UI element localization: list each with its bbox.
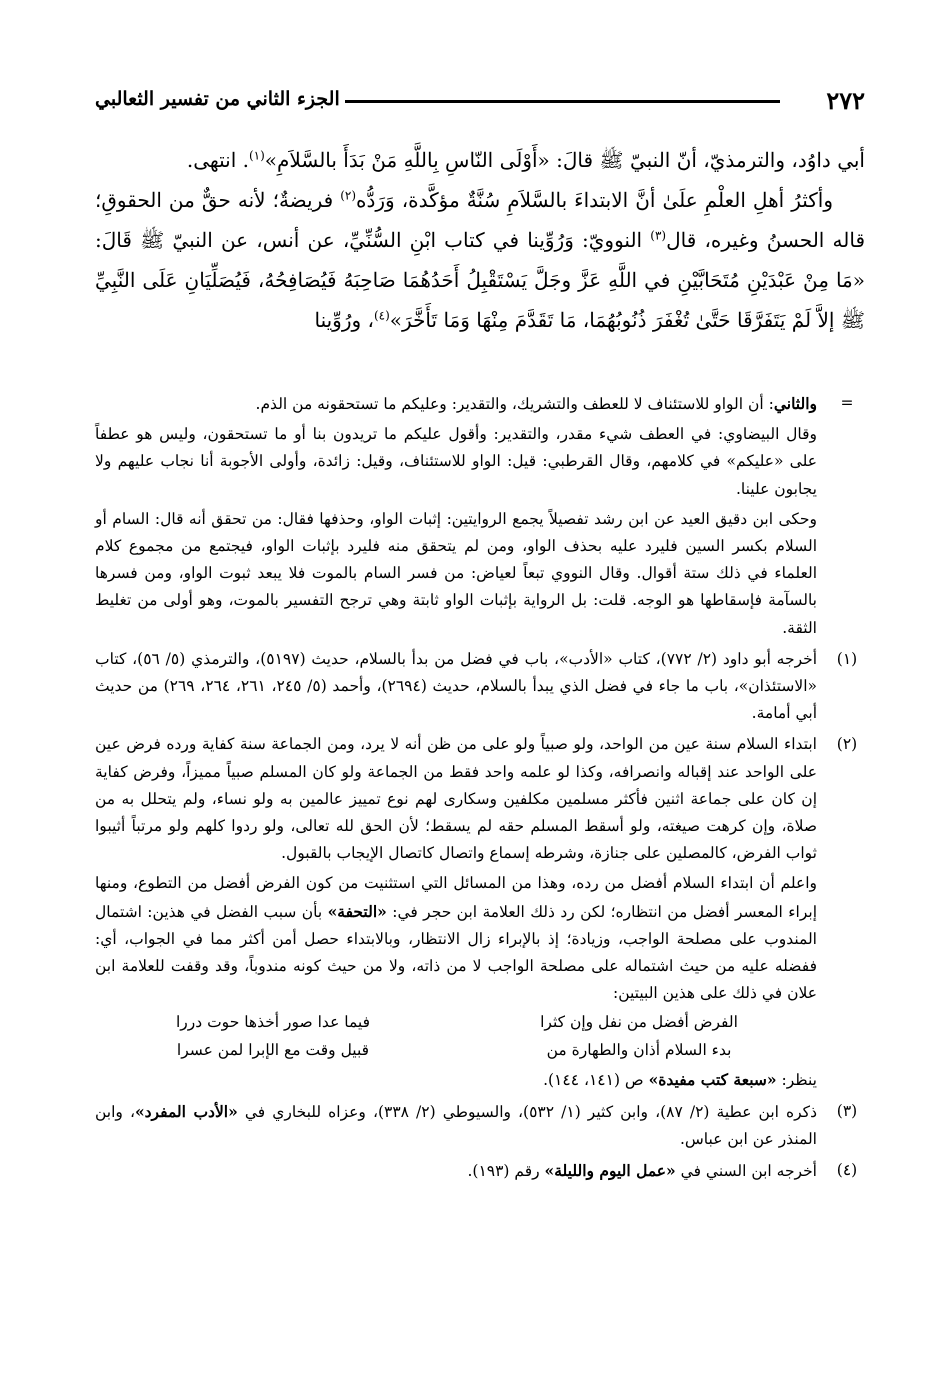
footnote-continued: = والثاني: أن الواو للاستئناف لا للعطف والتشريك، والتقدير: وعليكم ما تستحقونه من الذم. وقال البيضاوي: في العطف شيء مقدر، والتقدير: وأقول عليكم ما تريدون بنا أو ما تستحقون، وليس هو عطفاً على «عليكم» في كلامهم، وقال القرطبي: قيل: الواو للاستئناف، وقيل: زائدة، وأولى الأجوبة أنا نجاب عليهم ولا يجابون علينا. وحكى ابن دقيق العيد عن ابن رشد تفصيلاً يجمع الروايتين: إثبات الواو، وحذفها فقال: من تحقق أنه قال: السام أو السلام بكسر السين فليرد عليه بحذف الواو، ومن لم يتحقق منه فليرد بإثبات الواو، فيجتمع من مجموع كلام العلماء في ذلك ستة أقوال. وقال النووي تبعاً لعياض: من فسر السام بالموت فلا يبعد ثبوت الواو، ومن فسرها بالسآمة فإسقاطها هو الوجه. قلت: بل الرواية بإثبات الواو ثابتة وهي ترجح التفسير بالموت، وهو أولى من تغليط الثقة. <box>95 390 865 642</box>
book-title: «التحفة» <box>327 901 387 921</box>
page-number: ٢٧٢ <box>826 86 865 115</box>
footnote-ref-1[interactable]: (١) <box>248 148 265 163</box>
book-title: «الأدب المفرد» <box>134 1102 238 1122</box>
footnote-number: (٢) <box>836 735 858 754</box>
footnote-ref-3[interactable]: (٣) <box>650 228 667 243</box>
verse-2-hemistich-2: قبيل وقت مع الإبرا لمن عسرا <box>176 1040 370 1059</box>
verse-1-hemistich-1: الفرض أفضل من نفل وإن كثرا <box>540 1013 738 1032</box>
footnote-number: (٤) <box>836 1161 858 1180</box>
book-title: «سبعة كتب مفيدة» <box>648 1069 777 1089</box>
main-paragraph-2: وأكثرُ أهلِ العلْمِ علَىٰ أنَّ الابتداءَ بالسَّلاَمِ سُنَّةٌ مؤكَّدة، وَرَدُّه$^{(٢)}$ فريضةٌ؛ لأنه حقٌّ من الحقوقِ؛ قاله الحسنُ وغيره، قال$^{(٣)}$ النوويّ: وَرُوِّينا في كتاب ابْنِ السُّنِّيِّ، عن أنس، عن النبيّ ﷺ قَالَ: «مَا مِنْ عَبْدَيْنِ مُتَحَابَّيْنِ في اللَّهِ عَزَّ وجَلَّ يَسْتَقْبِلُ أَحَدُهُمَا صَاحِبَهُ فَيُصَافِحُهُ، فَيُصَلِّيَانِ عَلَى النَّبِيِّ ﷺ إلاَّ لَمْ يَتَفَرَّقَا حَتَّىٰ تُغْفَرَ ذُنُوبُهُمَا، مَا تَقَدَّمَ مِنْهَا وَمَا تَأَخَّرَ»$^{(٤)}$، ورُوِّينا <box>95 188 866 332</box>
footnote-ref-4[interactable]: (٤) <box>373 308 390 323</box>
footnote-3: (٣) ذكره ابن عطية (٢/ ٨٧)، وابن كثير (١/ ٥٣٢)، والسيوطي (٢/ ٣٣٨)، وعزاه للبخاري في «الأدب المفرد»، وابن المنذر عن ابن عباس. <box>95 1098 865 1153</box>
page-header <box>95 82 865 122</box>
footnote-2: (٢) ابتداء السلام سنة عين من الواحد، ولو صبياً ولو على من ظن أنه لا يرد، ومن الجماعة سنة كفاية ورده فرض عين على الواحد عند إقباله وانصرافه، وكذا لو علمه واحد فقط من الجماعة ولو كان المسلم صبياً مميزاً، وفرض كفاية إن كان على جماعة اثنين فأكثر مسلمين مكلفين وسكارى لهم نوع تمييز عالمين به ولو نساء، ولم يتحلل به من صلاة، وإن كرهت صيغته، ولو أسقط المسلم حقه لم يسقط؛ لأن الحق لله تعالى، ولو ردوا كلهم ولو مرتباً أثيبوا ثواب الفرض، كالمصلين على جنازة، وشرطه إسماع واتصال كاتصال الإيجاب بالقبول. واعلم أن ابتداء السلام أفضل من رده، وهذا من المسائل التي استثنيت من كون الفرض أفضل من التطوع، ومنها إبراء المعسر أفضل من انتظاره؛ لكن رد ذلك العلامة ابن حجر في: «التحفة» بأن سبب الفضل في هذين: اشتمال المندوب على مصلحة الواجب، وزيادة؛ إذ بالإبراء زال الانتظار، وبالابتداء حصل أمن أكثر مما في الجواب، أي: ففضله عليه من حيث اشتماله على مصلحة الواجب لا من ذاته، ولا من حيث كونه مندوباً، وقد وقفت للعلامة ابن علان في ذلك على هذين البيتين: الفرض أفضل من نفل وإن كثرا فيما عدا صور أخذها حوت دررا بدء السلام أذان والطهارة من قبيل وقت مع الإبرا لمن عسرا ينظر: «سبعة كتب مفيدة» ص (١٤١، ١٤٤). <box>95 731 865 1094</box>
poem-verses <box>95 1007 817 1065</box>
verse-1-hemistich-2: فيما عدا صور أخذها حوت دررا <box>175 1013 371 1032</box>
header-rule <box>345 100 780 103</box>
footnote-1: (١) أخرجه أبو داود (٢/ ٧٧٢)، كتاب «الأدب»، باب في فضل من بدأ بالسلام، حديث (٥١٩٧)، والترمذي (٥/ ٥٦)، كتاب «الاستئذان»، باب ما جاء في فضل الذي يبدأ بالسلام، حديث (٢٦٩٤)، وأحمد (٥/ ٢٤٥، ٢٦١، ٢٦٤، ٢٦٩) من حديث أبي أمامة. <box>95 646 865 728</box>
footnotes <box>95 390 865 1186</box>
footnote-number: (٣) <box>836 1102 858 1121</box>
main-paragraph-1: أبي داوُد، والترمذيّ، أنّ النبيّ ﷺ قالَ: «أَوْلَى النّاسِ بِاللَّهِ مَنْ بَدَأَ بالسَّلاَمِ»$^{(١)}$. انتهى. <box>186 148 865 172</box>
footnote-number: (١) <box>836 649 858 668</box>
footnote-ref-2[interactable]: (٢) <box>340 188 357 203</box>
verse-2-hemistich-1: بدء السلام أذان والطهارة من <box>546 1040 732 1059</box>
main-text <box>95 140 865 340</box>
continuation-mark: = <box>840 394 854 412</box>
book-title: «عمل اليوم والليلة» <box>544 1161 676 1181</box>
running-title: الجزء الثاني من تفسير الثعالبي <box>95 88 340 110</box>
footnote-4: (٤) أخرجه ابن السني في «عمل اليوم والليلة» رقم (١٩٣). <box>95 1157 865 1185</box>
